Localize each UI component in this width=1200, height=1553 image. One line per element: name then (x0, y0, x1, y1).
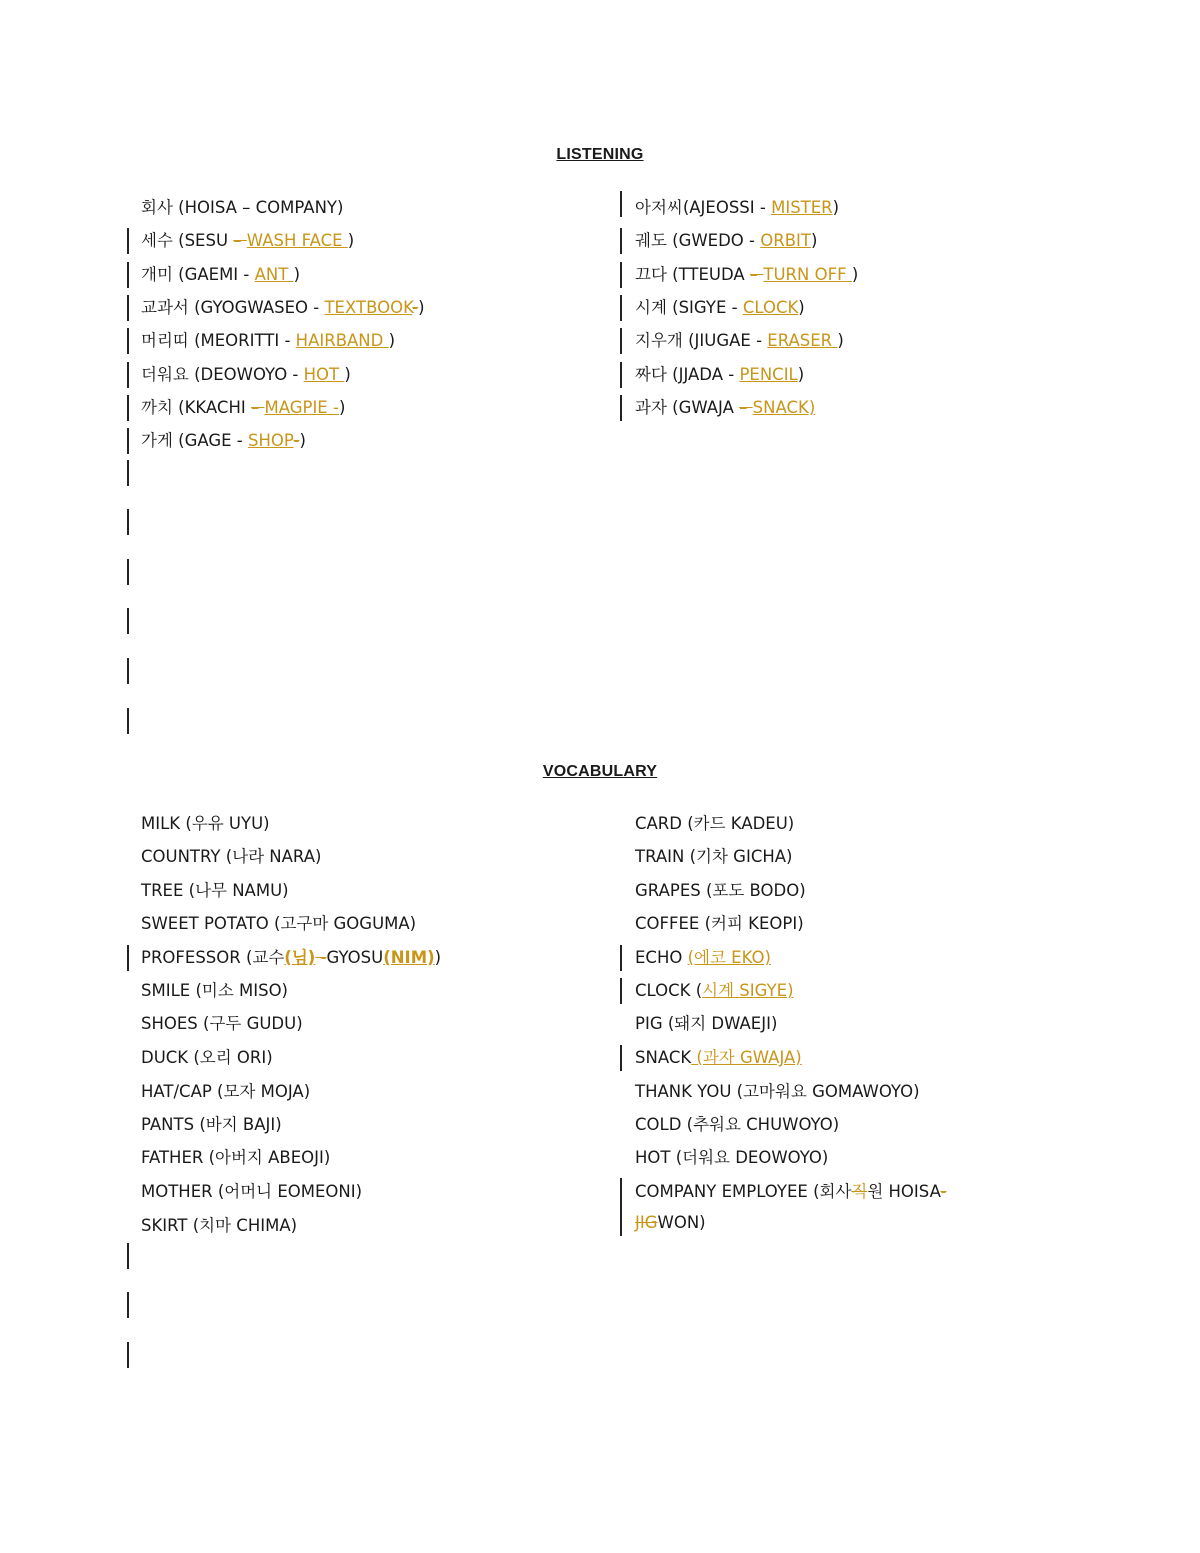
list-item: GRAPES (포도 BODO) (635, 881, 806, 900)
list-item: TREE (나무 NAMU) (141, 881, 289, 900)
change-bar (620, 945, 622, 971)
list-item: 더워요 (DEOWOYO - HOT ) (141, 365, 351, 384)
change-bar (127, 509, 129, 535)
list-item: MOTHER (어머니 EOMEONI) (141, 1182, 363, 1201)
change-bar (127, 328, 129, 354)
list-item: SHOES (구두 GUDU) (141, 1014, 303, 1033)
change-bar (127, 658, 129, 684)
change-bar (127, 708, 129, 734)
list-item: 세수 (SESU – WASH FACE ) (141, 231, 355, 250)
list-item: COFFEE (커피 KEOPI) (635, 914, 804, 933)
change-bar (127, 460, 129, 486)
change-bar (127, 362, 129, 388)
vocabulary-heading: VOCABULARY (542, 763, 658, 780)
change-bar (127, 559, 129, 585)
list-item: SWEET POTATO (고구마 GOGUMA) (141, 914, 417, 933)
list-item: PIG (돼지 DWAEJI) (635, 1014, 778, 1033)
list-item: 끄다 (TTEUDA – TURN OFF ) (635, 265, 859, 284)
list-item: 궤도 (GWEDO - ORBIT) (635, 231, 818, 250)
list-item: 시계 (SIGYE - CLOCK) (635, 298, 805, 317)
list-item: DUCK (오리 ORI) (141, 1048, 273, 1067)
change-bar (620, 295, 622, 321)
change-bar (127, 395, 129, 421)
change-bar (620, 1045, 622, 1071)
change-bar (127, 295, 129, 321)
change-bar (127, 1342, 129, 1368)
list-item: MILK (우유 UYU) (141, 814, 270, 833)
list-item: 머리띠 (MEORITTI - HAIRBAND ) (141, 331, 396, 350)
list-item: 과자 (GWAJA – SNACK) (635, 398, 816, 417)
list-item: COUNTRY (나라 NARA) (141, 847, 322, 866)
change-bar (620, 228, 622, 254)
list-item: 지우개 (JIUGAE - ERASER ) (635, 331, 844, 350)
change-bar (620, 191, 622, 217)
list-item: TRAIN (기차 GICHA) (635, 847, 793, 866)
list-item: SMILE (미소 MISO) (141, 981, 288, 1000)
list-item: FATHER (아버지 ABEOJI) (141, 1148, 331, 1167)
change-bar (127, 945, 129, 971)
list-item: PROFESSOR (교수(님) -GYOSU(NIM)) (141, 948, 442, 967)
list-item: COMPANY EMPLOYEE (회사직원 HOISA- (635, 1182, 947, 1201)
change-bar (620, 1178, 622, 1236)
change-bar (620, 978, 622, 1004)
list-item: CARD (카드 KADEU) (635, 814, 795, 833)
list-item: 교과서 (GYOGWASEO - TEXTBOOK-) (141, 298, 425, 317)
list-item-continuation: JIGWON) (635, 1213, 706, 1232)
list-item: PANTS (바지 BAJI) (141, 1115, 282, 1134)
list-item: ECHO (에코 EKO) (635, 948, 771, 967)
listening-heading: LISTENING (556, 146, 644, 163)
change-bar (127, 428, 129, 454)
list-item: 까치 (KKACHI – MAGPIE -) (141, 398, 346, 417)
list-item: COLD (추워요 CHUWOYO) (635, 1115, 840, 1134)
change-bar (620, 328, 622, 354)
change-bar (620, 362, 622, 388)
list-item: HOT (더워요 DEOWOYO) (635, 1148, 829, 1167)
change-bar (620, 395, 622, 421)
list-item: 짜다 (JJADA - PENCIL) (635, 365, 805, 384)
list-item: 가게 (GAGE - SHOP-) (141, 431, 306, 450)
list-item: 회사 (HOISA – COMPANY) (141, 198, 344, 217)
change-bar (127, 262, 129, 288)
list-item: HAT/CAP (모자 MOJA) (141, 1082, 311, 1101)
change-bar (127, 1243, 129, 1269)
list-item: CLOCK (시계 SIGYE) (635, 981, 794, 1000)
change-bar (620, 262, 622, 288)
list-item: 개미 (GAEMI - ANT ) (141, 265, 301, 284)
list-item: SNACK (과자 GWAJA) (635, 1048, 802, 1067)
list-item: THANK YOU (고마워요 GOMAWOYO) (635, 1082, 920, 1101)
change-bar (127, 228, 129, 254)
change-bar (127, 608, 129, 634)
list-item: SKIRT (치마 CHIMA) (141, 1216, 298, 1235)
change-bar (127, 1292, 129, 1318)
list-item: 아저씨(AJEOSSI - MISTER) (635, 198, 840, 217)
